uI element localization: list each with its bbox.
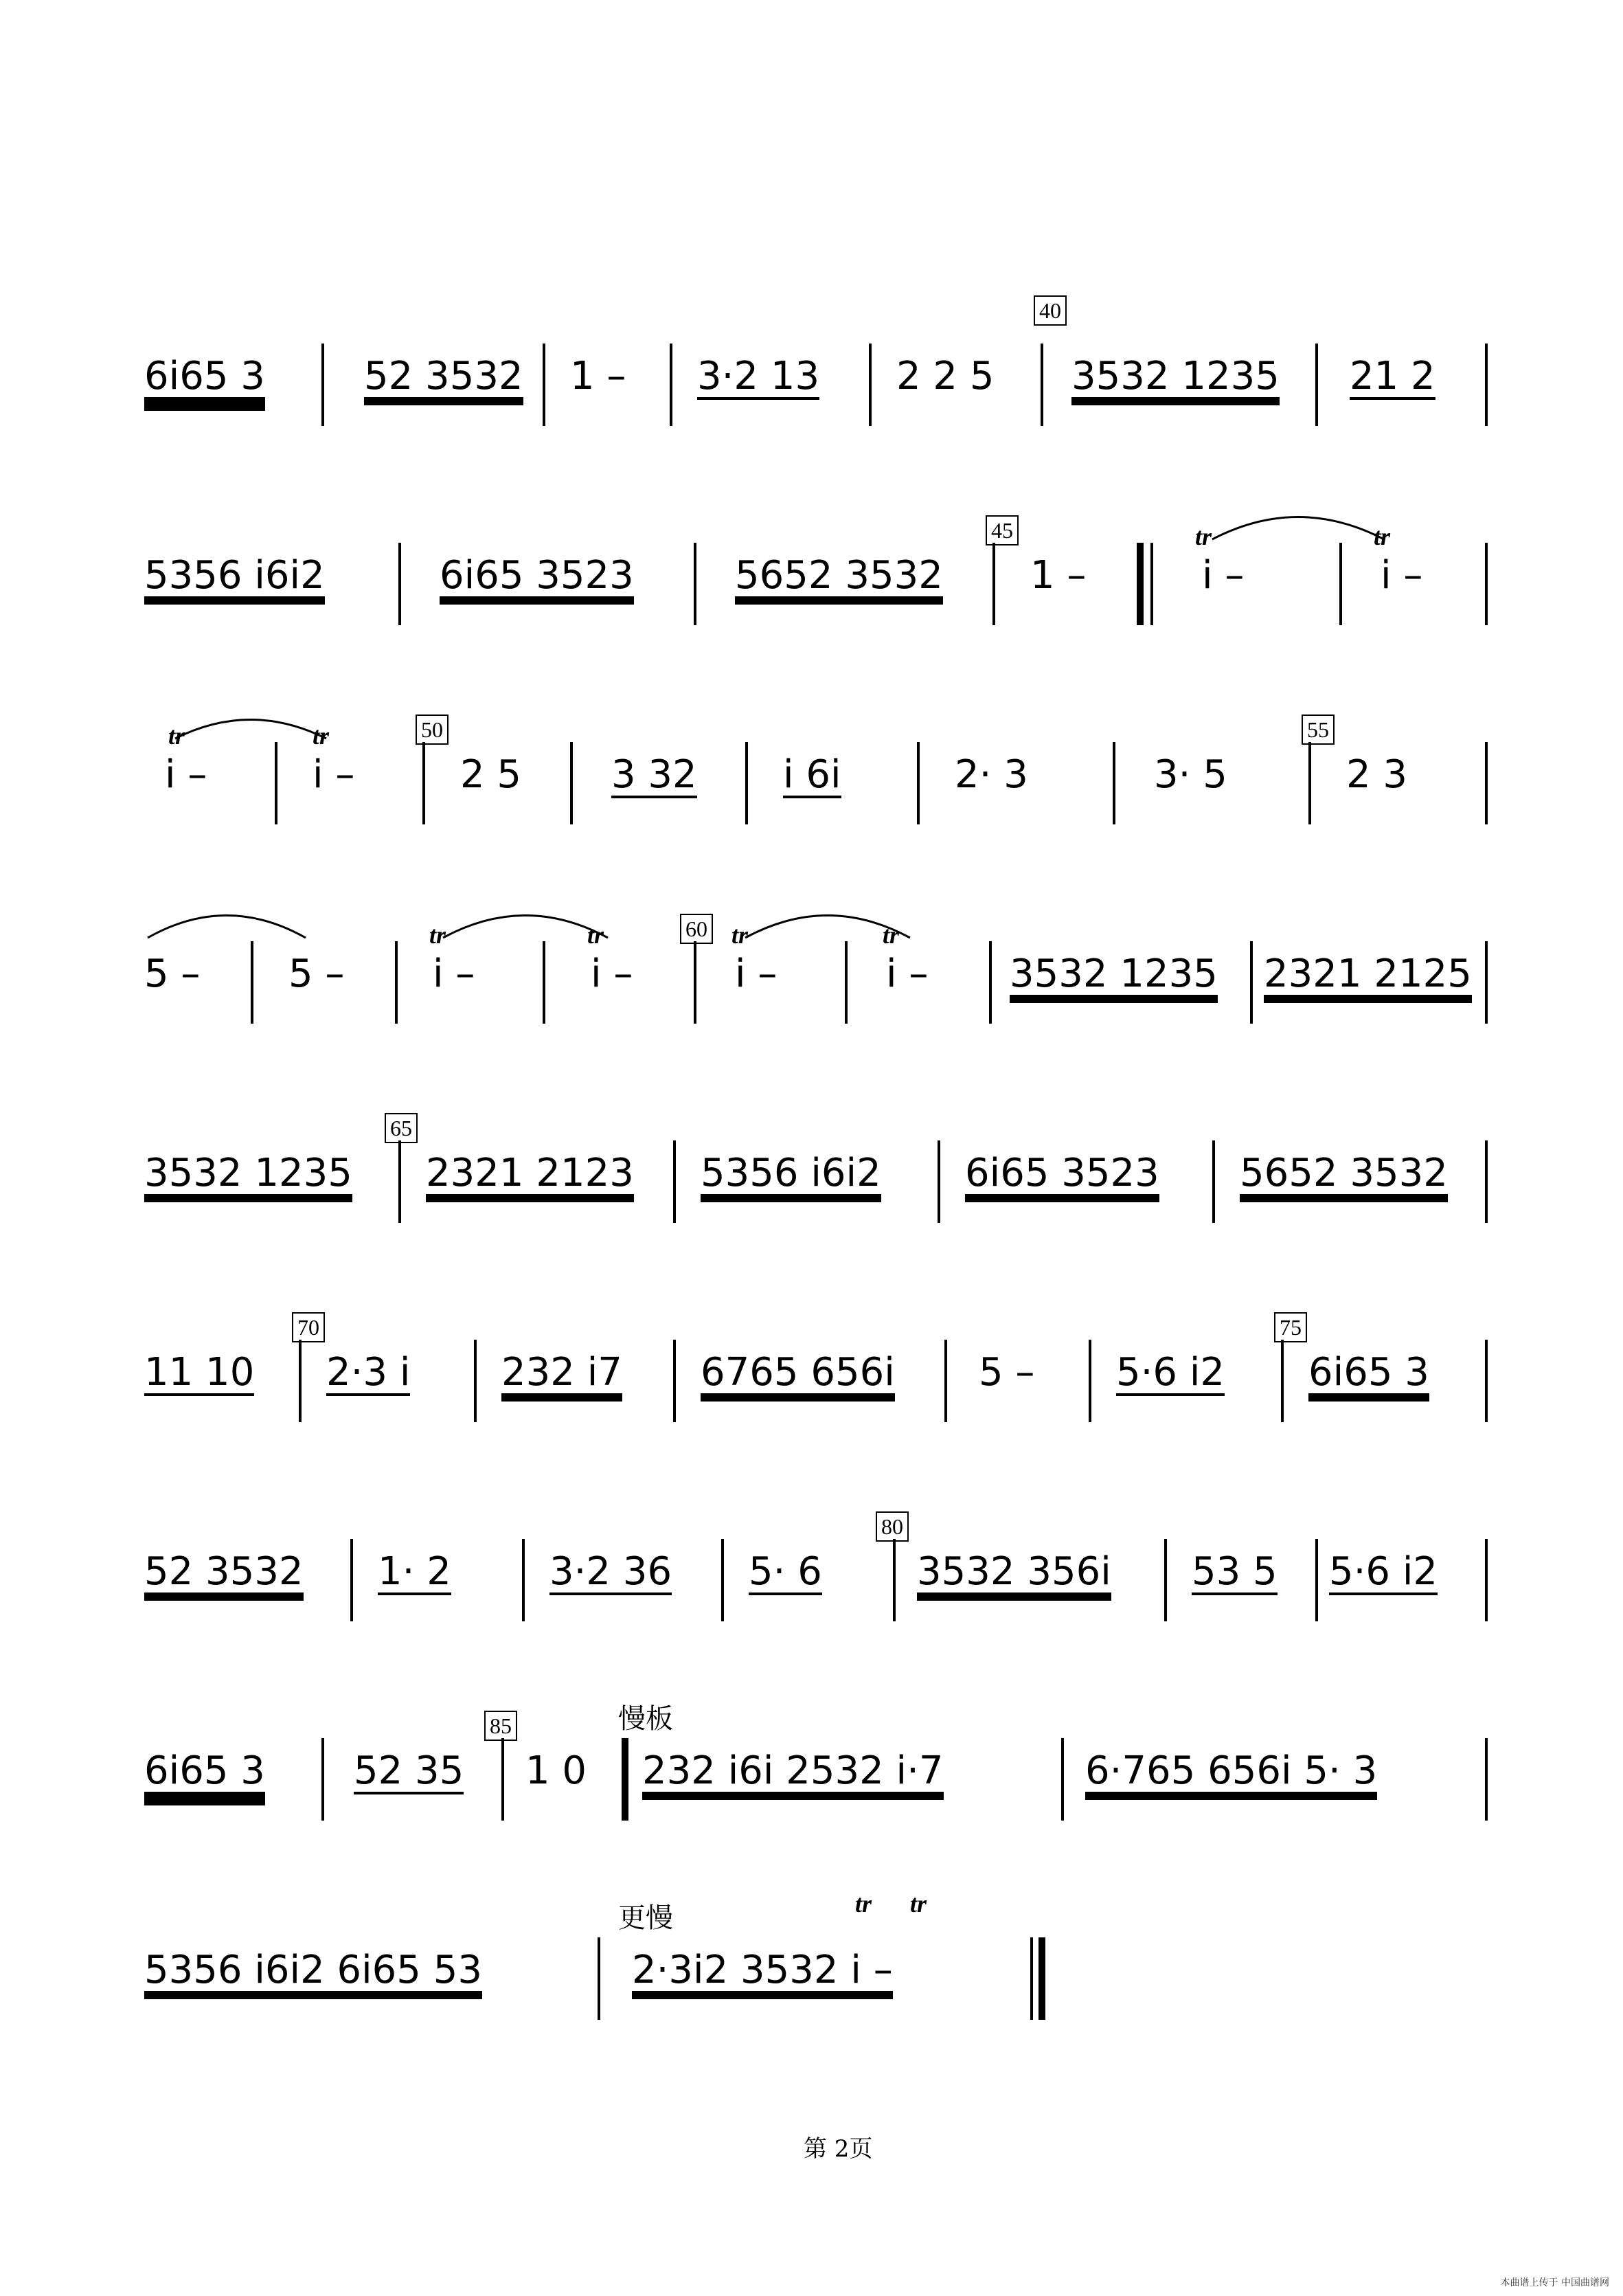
notes: i – xyxy=(165,752,207,797)
measure-number: 80 xyxy=(876,1511,909,1542)
measure xyxy=(591,954,633,1009)
notes: 5356 i6i2 6i65 53 xyxy=(144,1948,482,1992)
barline xyxy=(1061,1738,1064,1821)
measure xyxy=(144,555,325,610)
notes: 52 3532 xyxy=(144,1549,304,1594)
notes: 1 – xyxy=(1030,553,1087,598)
notes: 11 10 xyxy=(144,1350,255,1395)
tempo-mark: 慢板 xyxy=(618,1703,673,1735)
barline xyxy=(1250,941,1253,1024)
repeat-end-barline xyxy=(622,1738,628,1821)
barline xyxy=(395,941,398,1024)
system-1 xyxy=(137,298,1497,426)
measure xyxy=(979,1352,1034,1407)
notes: 2321 2125 xyxy=(1264,952,1472,996)
barline xyxy=(938,1140,940,1223)
notes: i – xyxy=(735,952,778,996)
measure-number: 45 xyxy=(986,515,1019,545)
barline xyxy=(422,742,425,824)
trill-mark: tr xyxy=(1374,523,1391,550)
measure xyxy=(144,1352,254,1407)
notes: 5356 i6i2 xyxy=(701,1151,881,1195)
system-3 xyxy=(137,717,1497,824)
barline xyxy=(1485,543,1488,625)
notes: 53 5 xyxy=(1192,1549,1278,1594)
barline xyxy=(398,543,401,625)
system-2 xyxy=(137,518,1497,625)
notes: 5· 6 xyxy=(749,1549,822,1594)
notes: 3532 1235 xyxy=(144,1151,352,1195)
measure xyxy=(313,754,354,809)
slur xyxy=(172,711,330,742)
measure-number: 70 xyxy=(292,1312,325,1342)
barline xyxy=(1041,344,1043,426)
measure xyxy=(749,1551,822,1606)
measure xyxy=(1308,1352,1429,1407)
notes: i – xyxy=(1202,553,1245,598)
notes: 3·2 36 xyxy=(549,1549,672,1594)
measure xyxy=(144,1153,352,1208)
slur xyxy=(742,907,913,941)
measure xyxy=(440,555,634,610)
trill-mark: tr xyxy=(587,921,604,949)
measure xyxy=(288,954,344,1009)
barline xyxy=(1485,1140,1488,1223)
measure xyxy=(1010,954,1218,1009)
measure xyxy=(354,1748,464,1805)
notes: i 6i xyxy=(783,752,841,797)
trill-mark: tr xyxy=(429,921,446,949)
barline xyxy=(1281,1340,1284,1422)
notes: 232 i7 xyxy=(501,1350,622,1395)
measure xyxy=(1346,754,1407,809)
barline xyxy=(1315,1539,1318,1621)
measure xyxy=(1154,754,1227,809)
notes: 3532 1235 xyxy=(1071,354,1280,398)
barline xyxy=(1485,742,1488,824)
barline xyxy=(745,742,748,824)
barline xyxy=(501,1738,504,1821)
measure xyxy=(460,754,521,809)
trill-mark: tr xyxy=(313,722,330,750)
notes: i – xyxy=(313,752,355,797)
measure xyxy=(501,1352,622,1407)
barline xyxy=(299,1340,302,1422)
measure xyxy=(433,954,475,1009)
notes: 2 2 5 xyxy=(896,354,995,398)
trill-mark: tr xyxy=(1195,523,1212,550)
barline xyxy=(1485,1340,1488,1422)
barline xyxy=(944,1340,947,1422)
notes: 5·6 i2 xyxy=(1329,1549,1438,1594)
notes: 5652 3532 xyxy=(1240,1151,1448,1195)
barline xyxy=(598,1937,600,2020)
barline xyxy=(321,344,324,426)
notes: 6i65 3 xyxy=(144,1748,265,1793)
barline xyxy=(543,344,545,426)
notes: 1 – xyxy=(570,354,626,398)
measure xyxy=(1071,356,1280,411)
slur xyxy=(440,907,611,941)
barline xyxy=(845,941,848,1024)
measure xyxy=(735,555,943,610)
measure-number: 75 xyxy=(1274,1312,1307,1342)
system-6 xyxy=(137,1315,1497,1422)
measure xyxy=(1329,1551,1438,1606)
notes: 6i65 3 xyxy=(144,354,265,398)
notes: 2 5 xyxy=(460,752,522,797)
measure xyxy=(611,754,697,809)
measure xyxy=(917,1551,1111,1606)
barline xyxy=(1089,1340,1091,1422)
measure xyxy=(965,1153,1159,1208)
measure xyxy=(1381,555,1422,610)
notes: i – xyxy=(591,952,633,996)
system-4 xyxy=(137,916,1497,1024)
notes: 52 35 xyxy=(354,1748,464,1793)
notes: 5356 i6i2 xyxy=(144,553,325,598)
barline xyxy=(673,1140,676,1223)
notes: 6i65 3523 xyxy=(965,1151,1159,1195)
barline xyxy=(1150,543,1153,625)
measure xyxy=(896,356,995,411)
barline xyxy=(893,1539,896,1621)
measure xyxy=(570,356,626,411)
measure xyxy=(1030,555,1086,610)
notes: 6·765 656i 5· 3 xyxy=(1085,1748,1378,1793)
notes: 3532 1235 xyxy=(1010,952,1218,996)
page-number: 第 2页 xyxy=(804,2135,873,2163)
slur xyxy=(1209,508,1387,543)
notes: 2321 2123 xyxy=(426,1151,634,1195)
measure-number: 85 xyxy=(484,1711,517,1741)
barline xyxy=(350,1539,353,1621)
notes: 1 0 xyxy=(525,1748,587,1793)
measure-number: 50 xyxy=(416,714,449,745)
barline xyxy=(694,543,696,625)
barline xyxy=(1164,1539,1167,1621)
barline xyxy=(251,941,253,1024)
notes: 5652 3532 xyxy=(735,553,943,598)
barline xyxy=(474,1340,477,1422)
measure xyxy=(1202,555,1244,610)
barline xyxy=(570,742,573,824)
measure xyxy=(144,356,265,411)
notes: 5 – xyxy=(288,952,345,996)
notes: 2·3i2 3532 i – xyxy=(632,1948,893,1992)
measure-number: 55 xyxy=(1302,714,1335,745)
measure xyxy=(144,1551,304,1606)
notes: 1· 2 xyxy=(378,1549,451,1594)
notes: 6i65 3 xyxy=(1308,1350,1429,1395)
notes: 21 2 xyxy=(1350,354,1435,398)
measure xyxy=(701,1352,895,1407)
measure xyxy=(955,754,1028,809)
measure-number: 65 xyxy=(385,1113,418,1143)
measure xyxy=(1116,1352,1225,1407)
trill-mark: tr xyxy=(731,921,749,949)
measure xyxy=(642,1748,944,1805)
notes: 2 3 xyxy=(1346,752,1408,797)
barline xyxy=(673,1340,676,1422)
measure xyxy=(735,954,777,1009)
barline xyxy=(917,742,920,824)
measure xyxy=(1350,356,1435,411)
notes: 6765 656i xyxy=(701,1350,895,1395)
barline xyxy=(1308,742,1311,824)
measure-number: 60 xyxy=(680,914,713,944)
barline xyxy=(543,941,545,1024)
notes: 5 – xyxy=(979,1350,1035,1395)
barline xyxy=(1339,543,1342,625)
measure xyxy=(144,1748,265,1805)
notes: 232 i6i 2532 i·7 xyxy=(642,1748,944,1793)
barline xyxy=(321,1738,324,1821)
notes: i – xyxy=(1381,553,1423,598)
barline xyxy=(694,941,696,1024)
repeat-start-barline xyxy=(1137,543,1144,625)
measure xyxy=(144,954,200,1009)
barline xyxy=(398,1140,401,1223)
final-barline-thin xyxy=(1030,1937,1033,2020)
barline xyxy=(1212,1140,1215,1223)
notes: i – xyxy=(886,952,929,996)
measure xyxy=(144,1950,482,2005)
trill-mark: tr xyxy=(883,921,900,949)
barline xyxy=(522,1539,525,1621)
barline xyxy=(1485,1539,1488,1621)
measure xyxy=(697,356,819,411)
barline xyxy=(275,742,277,824)
barline xyxy=(1485,344,1488,426)
measure xyxy=(364,356,523,411)
measure xyxy=(1264,954,1472,1009)
barline xyxy=(1315,344,1318,426)
system-8 xyxy=(137,1703,1497,1821)
notes: 3 32 xyxy=(611,752,697,797)
notes: 5·6 i2 xyxy=(1116,1350,1225,1395)
barline xyxy=(869,344,872,426)
measure xyxy=(1240,1153,1448,1208)
measure xyxy=(549,1551,672,1606)
tempo-mark: 更慢 xyxy=(618,1902,673,1934)
barline xyxy=(721,1539,724,1621)
measure xyxy=(886,954,928,1009)
measure xyxy=(783,754,841,809)
notes: 52 3532 xyxy=(364,354,523,398)
notes: 3532 356i xyxy=(917,1549,1111,1594)
measure xyxy=(701,1153,881,1208)
measure xyxy=(632,1950,893,2005)
measure xyxy=(378,1551,451,1606)
system-5 xyxy=(137,1116,1497,1223)
trill-mark: tr xyxy=(168,722,185,750)
notes: 5 – xyxy=(144,952,201,996)
measure xyxy=(165,754,207,809)
notes: i – xyxy=(433,952,475,996)
measure xyxy=(1085,1748,1378,1805)
barline xyxy=(989,941,992,1024)
barline xyxy=(992,543,995,625)
measure xyxy=(1192,1551,1278,1606)
notes: 6i65 3523 xyxy=(440,553,634,598)
notes: 3· 5 xyxy=(1154,752,1227,797)
system-9 xyxy=(137,1890,1497,2020)
notes: 3·2 13 xyxy=(697,354,820,398)
slur xyxy=(144,907,309,941)
final-barline-thick xyxy=(1039,1937,1045,2020)
barline xyxy=(670,344,672,426)
measure xyxy=(426,1153,634,1208)
upload-note: 本曲谱上传于 中国曲谱网 xyxy=(1500,2277,1609,2288)
barline xyxy=(1113,742,1115,824)
measure xyxy=(326,1352,410,1407)
barline xyxy=(1485,941,1488,1024)
system-7 xyxy=(137,1514,1497,1621)
barline xyxy=(1485,1738,1488,1821)
notes: 2·3 i xyxy=(326,1350,411,1395)
measure-number: 40 xyxy=(1034,295,1067,326)
trill-mark: tr xyxy=(910,1890,927,1917)
notes: 2· 3 xyxy=(955,752,1028,797)
measure xyxy=(525,1748,587,1805)
trill-mark: tr xyxy=(855,1890,872,1917)
